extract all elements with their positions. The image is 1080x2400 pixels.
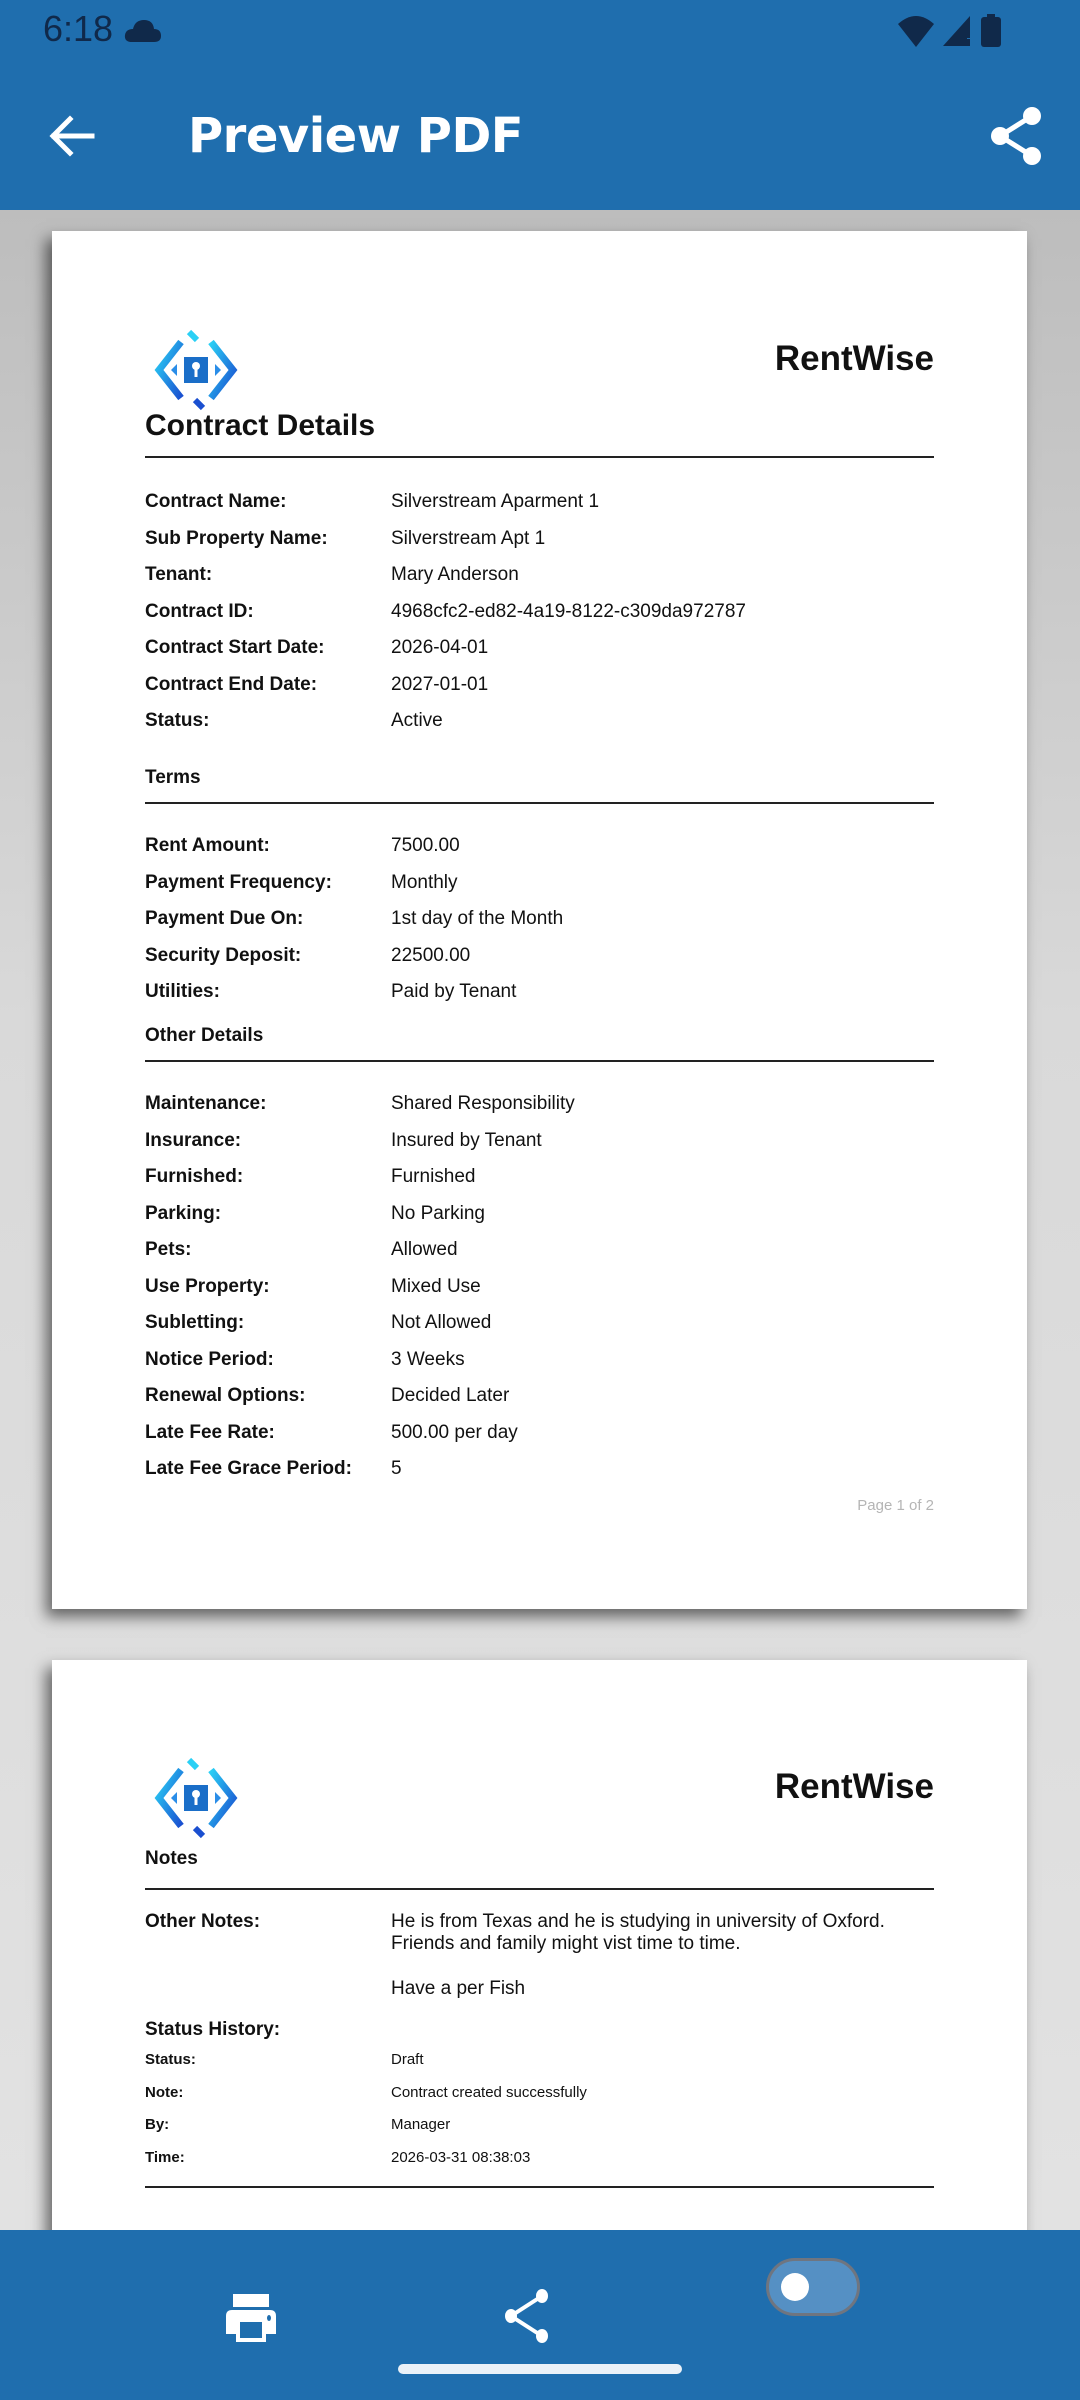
field-label: By: <box>145 2116 170 2133</box>
field-value: 500.00 per day <box>391 1421 518 1443</box>
history-row <box>145 2116 934 2149</box>
field-value: Allowed <box>391 1239 458 1260</box>
field-row <box>145 981 934 1018</box>
status-history-section <box>145 2051 934 2181</box>
toggle-knob <box>781 2273 809 2301</box>
field-label: Other Notes: <box>145 1911 261 1932</box>
field-value: No Parking <box>391 1202 485 1224</box>
field-value: 5 <box>391 1458 402 1479</box>
history-row <box>145 2084 934 2117</box>
field-row <box>145 710 934 747</box>
field-label: Parking: <box>145 1202 222 1224</box>
field-label: Late Fee Rate: <box>145 1421 275 1443</box>
history-row <box>145 2149 934 2182</box>
pdf-viewer[interactable] <box>0 210 1080 2230</box>
field-label: Notice Period: <box>145 1348 274 1370</box>
field-row <box>145 1166 934 1203</box>
field-value: Furnished <box>391 1166 476 1187</box>
field-label: Sub Property Name: <box>145 527 328 549</box>
field-row <box>145 1422 934 1459</box>
field-value: Mixed Use <box>391 1275 481 1297</box>
history-row <box>145 2051 934 2084</box>
rentwise-logo-icon <box>151 1756 241 1840</box>
back-arrow-icon[interactable] <box>46 110 98 162</box>
page-title: Preview PDF <box>188 108 524 164</box>
field-label: Security Deposit: <box>145 944 302 966</box>
field-value: Insured by Tenant <box>391 1129 542 1151</box>
field-row <box>145 1385 934 1422</box>
field-row <box>145 1130 934 1167</box>
field-label: Contract ID: <box>145 600 254 622</box>
field-value: Shared Responsibility <box>391 1093 575 1114</box>
field-value: Not Allowed <box>391 1312 492 1333</box>
field-row <box>145 601 934 638</box>
field-label: Payment Frequency: <box>145 871 332 893</box>
field-value: 7500.00 <box>391 835 460 856</box>
share-icon[interactable] <box>498 2288 556 2344</box>
field-value: 22500.00 <box>391 944 471 966</box>
field-label: Contract End Date: <box>145 673 318 695</box>
signal-icon <box>942 14 974 48</box>
rentwise-logo-icon <box>151 328 241 412</box>
field-label: Use Property: <box>145 1275 270 1297</box>
wifi-icon <box>896 14 936 48</box>
cloud-icon <box>124 18 162 44</box>
other-notes-row <box>145 1911 934 2000</box>
divider <box>145 802 934 804</box>
field-value: Mary Anderson <box>391 564 519 585</box>
field-value: 2027-01-01 <box>391 673 489 695</box>
divider <box>145 2186 934 2188</box>
field-label: Rent Amount: <box>145 835 270 856</box>
field-value: Active <box>391 710 443 731</box>
field-value: Silverstream Aparment 1 <box>391 491 600 512</box>
field-row <box>145 1276 934 1313</box>
field-row <box>145 1458 934 1495</box>
toggle-switch[interactable] <box>766 2258 860 2316</box>
field-row <box>145 1093 934 1130</box>
field-row <box>145 528 934 565</box>
status-history-title: Status History: <box>145 2019 281 2040</box>
bottom-action-bar <box>0 2230 1080 2400</box>
field-value: Draft <box>391 2051 424 2068</box>
field-label: Note: <box>145 2083 184 2101</box>
field-row <box>145 637 934 674</box>
page-number: Page 1 of 2 <box>857 1497 934 1514</box>
field-label: Payment Due On: <box>145 908 304 929</box>
field-label: Insurance: <box>145 1129 242 1151</box>
document-title: Contract Details <box>145 409 376 442</box>
field-row <box>145 835 934 872</box>
field-row <box>145 872 934 909</box>
field-row <box>145 1349 934 1386</box>
share-icon[interactable] <box>988 106 1044 166</box>
field-row <box>145 945 934 982</box>
field-value: 4968cfc2-ed82-4a19-8122-c309da972787 <box>391 600 746 622</box>
contract-section <box>145 491 934 747</box>
other-details-section <box>145 1093 934 1495</box>
field-value: Silverstream Apt 1 <box>391 527 546 549</box>
field-label: Pets: <box>145 1239 192 1260</box>
field-row <box>145 1312 934 1349</box>
field-row <box>145 491 934 528</box>
field-label: Furnished: <box>145 1166 244 1187</box>
field-label: Subletting: <box>145 1312 245 1333</box>
field-row <box>145 1239 934 1276</box>
field-label: Late Fee Grace Period: <box>145 1458 352 1479</box>
section-title-terms: Terms <box>145 767 201 788</box>
field-value: Paid by Tenant <box>391 981 517 1002</box>
pdf-page-1 <box>52 231 1027 1609</box>
notes-line: He is from Texas and he is studying in university of Oxford. <box>391 1911 885 1932</box>
app-bar <box>0 62 1080 210</box>
field-label: Contract Name: <box>145 491 287 512</box>
divider <box>145 456 934 458</box>
divider <box>145 1060 934 1062</box>
section-title-other-details: Other Details <box>145 1025 264 1046</box>
field-label: Maintenance: <box>145 1093 267 1114</box>
notes-line: Friends and family might vist time to time. <box>391 1933 741 1954</box>
field-value: Monthly <box>391 871 458 893</box>
divider <box>145 1888 934 1890</box>
field-value: 2026-04-01 <box>391 637 489 658</box>
gesture-nav-handle[interactable] <box>398 2364 682 2374</box>
brand-name: RentWise <box>774 339 934 378</box>
brand-name: RentWise <box>774 1767 934 1806</box>
status-time: 6:18 <box>43 8 114 49</box>
field-row <box>145 564 934 601</box>
field-value: Decided Later <box>391 1385 510 1406</box>
field-label: Tenant: <box>145 564 213 585</box>
field-value: 2026-03-31 08:38:03 <box>391 2148 531 2166</box>
field-row <box>145 908 934 945</box>
field-value: Manager <box>391 2116 451 2133</box>
system-icons <box>896 14 1002 48</box>
field-value: 1st day of the Month <box>391 908 564 929</box>
printer-icon[interactable] <box>222 2290 280 2346</box>
field-value: 3 Weeks <box>391 1348 465 1370</box>
field-label: Renewal Options: <box>145 1385 306 1406</box>
field-label: Status: <box>145 2051 196 2068</box>
status-bar <box>0 0 1080 62</box>
field-label: Status: <box>145 710 210 731</box>
field-label: Contract Start Date: <box>145 637 325 658</box>
other-notes-value <box>391 1911 934 2000</box>
terms-section <box>145 835 934 1018</box>
field-label: Utilities: <box>145 981 220 1002</box>
pdf-page-2 <box>52 1660 1027 2230</box>
notes-line: Have a per Fish <box>391 1978 526 1999</box>
field-row <box>145 674 934 711</box>
battery-icon <box>980 14 1002 48</box>
field-label: Time: <box>145 2148 185 2166</box>
section-title-notes: Notes <box>145 1848 198 1869</box>
field-row <box>145 1203 934 1240</box>
field-value: Contract created successfully <box>391 2083 587 2101</box>
